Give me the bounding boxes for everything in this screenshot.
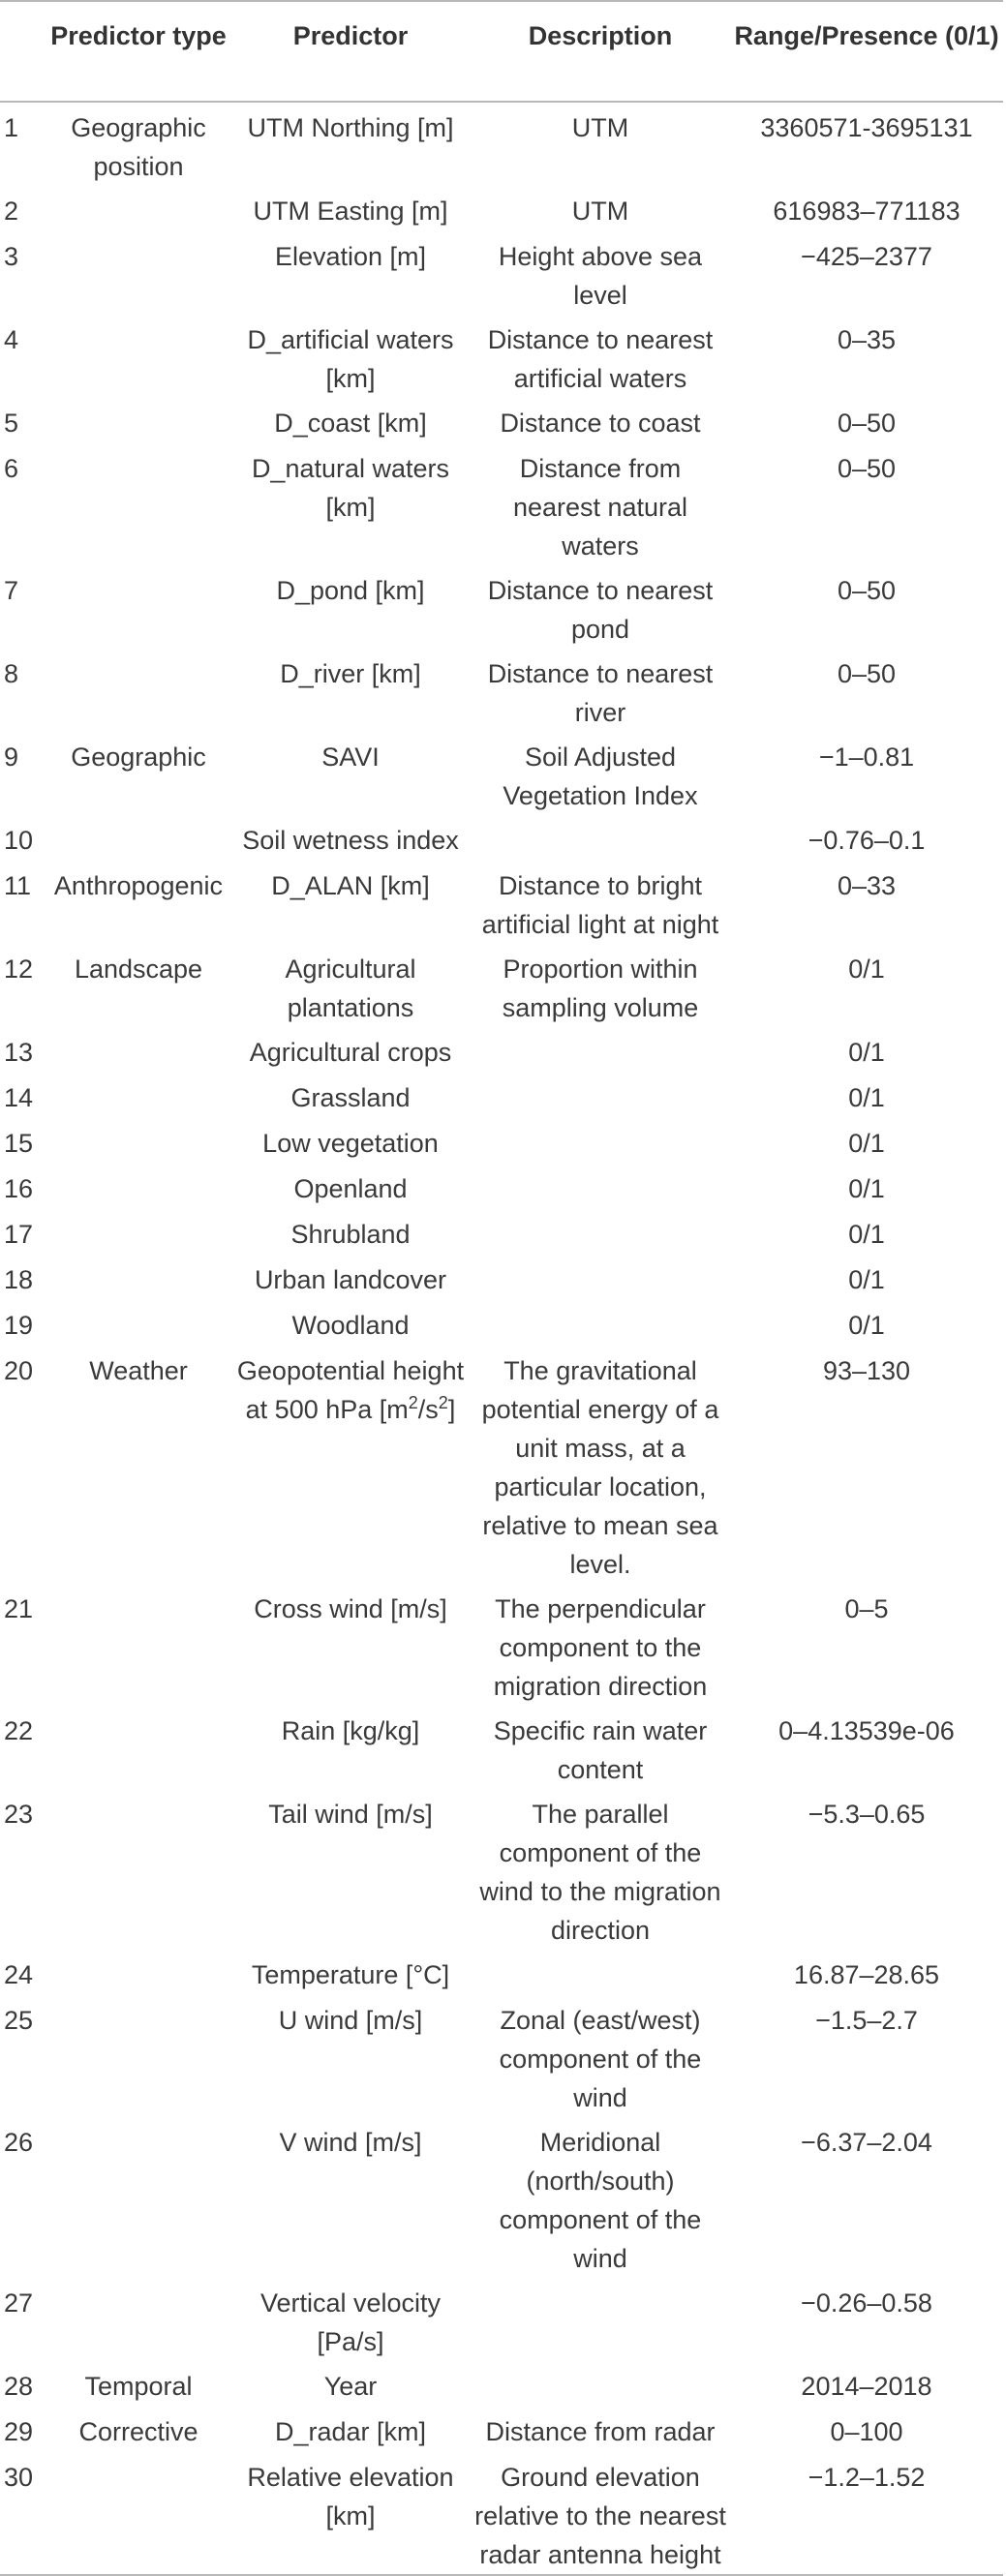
predictor-cell: Vertical velocity [Pa/s] (259, 2288, 442, 2356)
range-cell: −0.26–0.58 (801, 2288, 932, 2318)
description-cell: Distance to bright artificial light at night (481, 871, 719, 939)
description-cell: Ground elevation relative to the nearest radar antenna height (471, 2452, 730, 2575)
predictor-cell: Shrubland (290, 1220, 411, 1249)
description-cell: Height above sea level (498, 242, 703, 310)
table-row (0, 1706, 1003, 1789)
predictor-type-cell (46, 1995, 230, 2117)
range-cell: 0/1 (848, 1083, 885, 1112)
range-cell: 0–33 (837, 871, 897, 900)
row-number: 30 (0, 2452, 46, 2575)
table-row (0, 1584, 1003, 1706)
predictor-type-cell (46, 231, 230, 315)
predictor-type-cell (46, 1209, 230, 1255)
predictor-cell: Low vegetation (262, 1129, 439, 1158)
predictor-cell: V wind [m/s] (279, 2128, 422, 2157)
table-row (0, 1118, 1003, 1164)
range-cell: −6.37–2.04 (801, 2128, 932, 2157)
row-number: 11 (4, 871, 32, 900)
range-cell: −1.2–1.52 (730, 2452, 1003, 2575)
predictor-cell: SAVI (321, 742, 380, 772)
range-cell: 0–5 (844, 1594, 889, 1623)
row-number: 10 (4, 826, 34, 855)
predictor-type-cell: Landscape (74, 955, 203, 984)
predictor-type-cell (46, 1164, 230, 1209)
predictor-type-cell (46, 443, 230, 565)
predictor-cell: Elevation [m] (274, 242, 427, 271)
description-cell (471, 2361, 730, 2407)
predictor-type-cell: Corrective (78, 2417, 198, 2446)
row-number: 8 (4, 659, 19, 688)
predictor-type-cell: Temporal (84, 2372, 193, 2401)
range-cell: 0/1 (848, 1129, 885, 1158)
range-cell: 16.87–28.65 (793, 1960, 940, 1989)
table-row (0, 2452, 1003, 2575)
row-number: 4 (4, 325, 19, 354)
description-cell (471, 1118, 730, 1164)
description-cell: Meridional (north/south) component of the wind (499, 2128, 702, 2273)
range-cell: 0–50 (837, 409, 897, 438)
table-row (0, 1950, 1003, 1995)
table-row (0, 2278, 1003, 2361)
predictor-cell: Openland (293, 1174, 408, 1203)
row-number: 20 (4, 1356, 34, 1385)
row-number: 9 (4, 742, 19, 772)
description-cell: Distance to nearest pond (487, 576, 714, 644)
predictor-cell: UTM Northing [m] (247, 113, 454, 142)
range-cell: 0–50 (837, 454, 897, 483)
row-number: 24 (4, 1960, 34, 1989)
row-number: 13 (4, 1038, 34, 1067)
predictor-cell: Tail wind [m/s] (268, 1800, 433, 1829)
description-cell: Soil Adjusted Vegetation Index (503, 742, 698, 810)
predictor-cell (230, 1346, 471, 1584)
row-number: 29 (4, 2417, 34, 2446)
description-cell: The perpendicular component to the migration direction (493, 1594, 708, 1701)
table-row (0, 1995, 1003, 2117)
predictor-cell: D_river [km] (280, 659, 421, 688)
table-body (0, 102, 1003, 2575)
range-cell: 93–130 (822, 1356, 911, 1385)
range-cell: 0–50 (837, 576, 897, 605)
predictor-text: Geopotential height at 500 hPa [m (236, 1356, 465, 1424)
table-row (0, 1073, 1003, 1118)
description-cell: Specific rain water content (493, 1716, 708, 1784)
predictor-text: ] (447, 1395, 456, 1424)
description-cell (471, 1027, 730, 1073)
predictor-cell: D_coast [km] (274, 409, 427, 438)
table-row (0, 815, 1003, 861)
description-cell: Distance from nearest natural waters (512, 454, 688, 561)
range-cell: 2014–2018 (801, 2372, 932, 2401)
row-number: 14 (4, 1083, 34, 1112)
predictor-type-cell (46, 186, 230, 231)
description-cell (471, 1073, 730, 1118)
table-row (0, 944, 1003, 1027)
predictor-type-cell (46, 1706, 230, 1789)
range-cell: 0/1 (848, 1174, 885, 1203)
table-row (0, 732, 1003, 815)
row-number: 21 (4, 1594, 34, 1623)
predictor-cell: D_pond [km] (276, 576, 425, 605)
row-number: 25 (4, 2006, 34, 2035)
predictor-cell: Temperature [°C] (251, 1960, 450, 1989)
row-number: 3 (4, 242, 19, 271)
predictor-type-cell: Weather (89, 1356, 188, 1385)
range-cell: −0.76–0.1 (808, 826, 926, 855)
description-cell: UTM (571, 197, 629, 226)
range-cell: 0/1 (848, 1311, 885, 1340)
table-row (0, 1027, 1003, 1073)
predictor-cell: Cross wind [m/s] (254, 1594, 447, 1623)
range-cell: 0–50 (837, 659, 897, 688)
table-row (0, 2361, 1003, 2407)
header-range: Range/Presence (0/1) (730, 1, 1003, 102)
predictor-text: /s (417, 1395, 439, 1424)
range-cell: 0/1 (848, 1265, 885, 1294)
range-cell: 616983–771183 (773, 197, 960, 226)
table-row (0, 1346, 1003, 1584)
predictor-type-cell (46, 815, 230, 861)
predictor-type-cell (46, 2452, 230, 2575)
table-row (0, 1255, 1003, 1300)
predictor-type-cell: Geographic position (71, 113, 206, 181)
table-row (0, 186, 1003, 231)
description-cell (471, 2278, 730, 2361)
predictor-type-cell (46, 649, 230, 732)
description-cell (471, 815, 730, 861)
range-cell: −425–2377 (801, 242, 932, 271)
predictor-cell: D_ALAN [km] (271, 871, 430, 900)
row-number: 5 (4, 409, 19, 438)
row-number: 15 (4, 1129, 34, 1158)
predictor-cell: Agricultural crops (249, 1038, 452, 1067)
table-row (0, 565, 1003, 649)
description-cell: Distance to nearest river (487, 659, 714, 727)
table-row (0, 315, 1003, 398)
description-cell: UTM (571, 113, 629, 142)
description-cell: Proportion within sampling volume (502, 955, 699, 1022)
row-number: 17 (4, 1220, 34, 1249)
row-number: 23 (4, 1800, 34, 1829)
row-number: 19 (4, 1311, 34, 1340)
description-cell: Distance to nearest artificial waters (487, 325, 714, 393)
predictor-cell: D_artificial waters [km] (247, 325, 454, 393)
range-cell: 3360571-3695131 (760, 113, 973, 142)
predictor-type-cell (46, 2278, 230, 2361)
description-cell (471, 1164, 730, 1209)
predictor-type-cell (46, 1027, 230, 1073)
predictor-type-cell (46, 1789, 230, 1950)
table-row (0, 1300, 1003, 1346)
predictor-type-cell (46, 2117, 230, 2278)
description-cell: Distance from radar (485, 2417, 716, 2446)
predictor-type-cell (46, 1300, 230, 1346)
row-number: 7 (4, 576, 19, 605)
predictor-type-cell (46, 1584, 230, 1706)
description-cell (471, 1950, 730, 1995)
predictor-type-cell (46, 398, 230, 443)
description-cell (471, 1255, 730, 1300)
predictor-cell: Rain [kg/kg] (281, 1716, 420, 1745)
header-description: Description (471, 1, 730, 102)
predictor-type-cell (46, 315, 230, 398)
table-row (0, 102, 1003, 186)
superscript: 2 (438, 1393, 448, 1412)
table-row (0, 2117, 1003, 2278)
row-number: 2 (4, 197, 19, 226)
row-number: 28 (4, 2372, 34, 2401)
predictor-cell: U wind [m/s] (278, 2006, 423, 2035)
superscript: 2 (408, 1393, 418, 1412)
range-cell: 0–35 (837, 325, 897, 354)
range-cell: 0/1 (848, 1220, 885, 1249)
predictor-type-cell (46, 565, 230, 649)
table-row (0, 443, 1003, 565)
row-number: 18 (4, 1265, 34, 1294)
range-cell: 0–100 (830, 2417, 903, 2446)
row-number: 16 (4, 1174, 34, 1203)
description-cell: The parallel component of the wind to the migration direction (479, 1800, 721, 1945)
predictor-cell: Relative elevation [km] (230, 2452, 471, 2575)
predictor-type-cell: Anthropogenic (53, 871, 224, 900)
header-number (0, 1, 46, 102)
predictor-cell: Grassland (290, 1083, 411, 1112)
range-cell: 0/1 (848, 955, 885, 984)
predictor-cell: D_radar [km] (274, 2417, 427, 2446)
range-cell: 0–4.13539e-06 (778, 1716, 955, 1745)
predictor-cell: Year (323, 2372, 378, 2401)
header-row (0, 1, 1003, 102)
table-row (0, 1164, 1003, 1209)
row-number: 22 (4, 1716, 34, 1745)
predictor-type-cell (46, 1073, 230, 1118)
row-number: 27 (4, 2288, 34, 2318)
row-number: 12 (4, 955, 34, 984)
row-number: 1 (4, 113, 19, 142)
predictor-cell: Soil wetness index (242, 826, 459, 855)
range-cell: 0/1 (848, 1038, 885, 1067)
predictor-type-cell: Geographic (71, 742, 206, 772)
description-cell: The gravitational potential energy of a unit mass, at a particular location, relative to mean sea level. (481, 1356, 719, 1579)
range-cell: −1.5–2.7 (815, 2006, 918, 2035)
table-row (0, 861, 1003, 944)
predictor-type-cell (46, 1255, 230, 1300)
predictor-type-cell (46, 1950, 230, 1995)
predictor-cell: Urban landcover (254, 1265, 447, 1294)
description-cell: Distance to coast (500, 409, 701, 438)
row-number: 26 (4, 2128, 34, 2157)
table-row (0, 1789, 1003, 1950)
row-number: 6 (4, 454, 19, 483)
table-row (0, 231, 1003, 315)
predictor-cell: D_natural waters [km] (251, 454, 450, 522)
table-row (0, 2407, 1003, 2452)
range-cell: −1–0.81 (818, 742, 915, 772)
header-predictor-type: Predictor type (46, 1, 230, 102)
description-cell: Zonal (east/west) component of the wind (499, 2006, 702, 2112)
predictor-type-cell (46, 1118, 230, 1164)
header-predictor: Predictor (230, 1, 471, 102)
predictor-cell: UTM Easting [m] (253, 197, 448, 226)
table-row (0, 649, 1003, 732)
table-row (0, 1209, 1003, 1255)
predictor-cell: Agricultural plantations (285, 955, 416, 1022)
range-cell: −5.3–0.65 (808, 1800, 926, 1829)
description-cell (471, 1300, 730, 1346)
description-cell (471, 1209, 730, 1255)
predictor-cell: Woodland (291, 1311, 410, 1340)
table-row (0, 398, 1003, 443)
